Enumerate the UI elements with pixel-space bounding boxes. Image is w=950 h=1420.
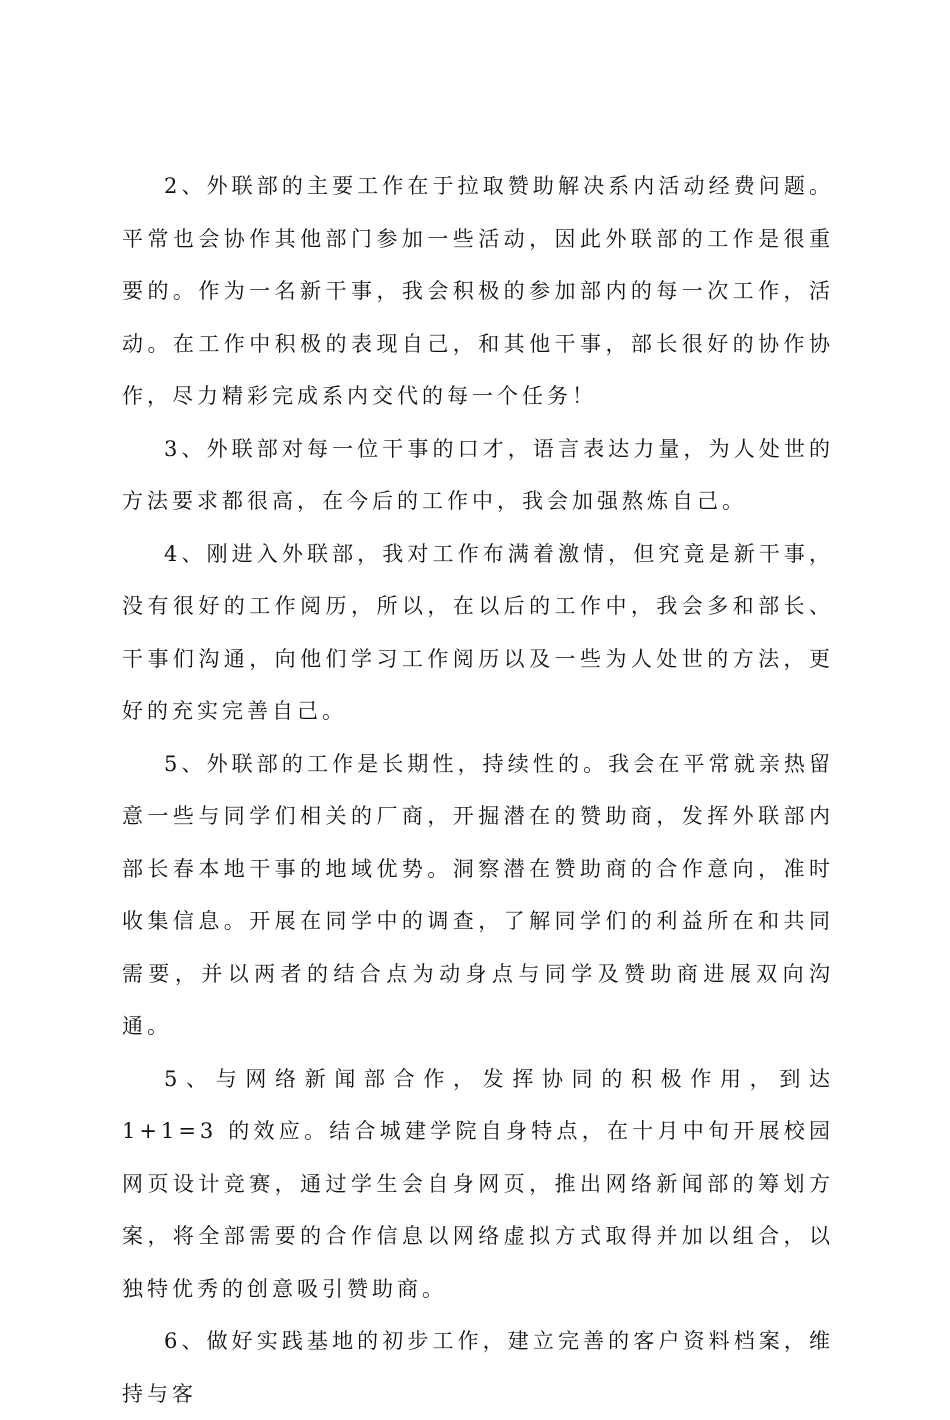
paragraph-item-3: 3、外联部对每一位干事的口才，语言表达力量，为人处世的方法要求都很高，在今后的工作中，我会加强熬炼自己。 [122,436,834,513]
paragraph-item-5a: 5、外联部的工作是长期性，持续性的。我会在平常就亲热留意一些与同学们相关的厂商，开掘潜在的赞助商，发挥外联部内部长春本地干事的地域优势。洞察潜在赞助商的合作意向，准时收集信息。开展在同学中的调查，了解同学们的利益所在和共同需要，并以两者的结合点为动身点与同学及赞助商进展双向沟通。 [122,751,834,1038]
paragraph-item-5b: 5、与网络新闻部合作，发挥协同的积极作用，到达 1+1=3 的效应。结合城建学院自身特点，在十月中旬开展校园网页设计竞赛，通过学生会自身网页，推出网络新闻部的筹划方案，将全部需要的合作信息以网络虚拟方式取得并加以组合，以独特优秀的创意吸引赞助商。 [122,1066,834,1301]
paragraph-item-4: 4、刚进入外联部，我对工作布满着激情，但究竟是新干事，没有很好的工作阅历，所以，在以后的工作中，我会多和部长、干事们沟通，向他们学习工作阅历以及一些为人处世的方法，更好的充实完善自己。 [122,541,834,723]
document-body [122,160,834,1420]
paragraph-item-2: 2、外联部的主要工作在于拉取赞助解决系内活动经费问题。平常也会协作其他部门参加一些活动，因此外联部的工作是很重要的。作为一名新干事，我会积极的参加部内的每一次工作，活动。在工作中积极的表现自己，和其他干事，部长很好的协作协作，尽力精彩完成系内交代的每一个任务！ [122,174,834,408]
paragraph-item-6: 6、做好实践基地的初步工作，建立完善的客户资料档案，维持与客 [122,1329,834,1406]
